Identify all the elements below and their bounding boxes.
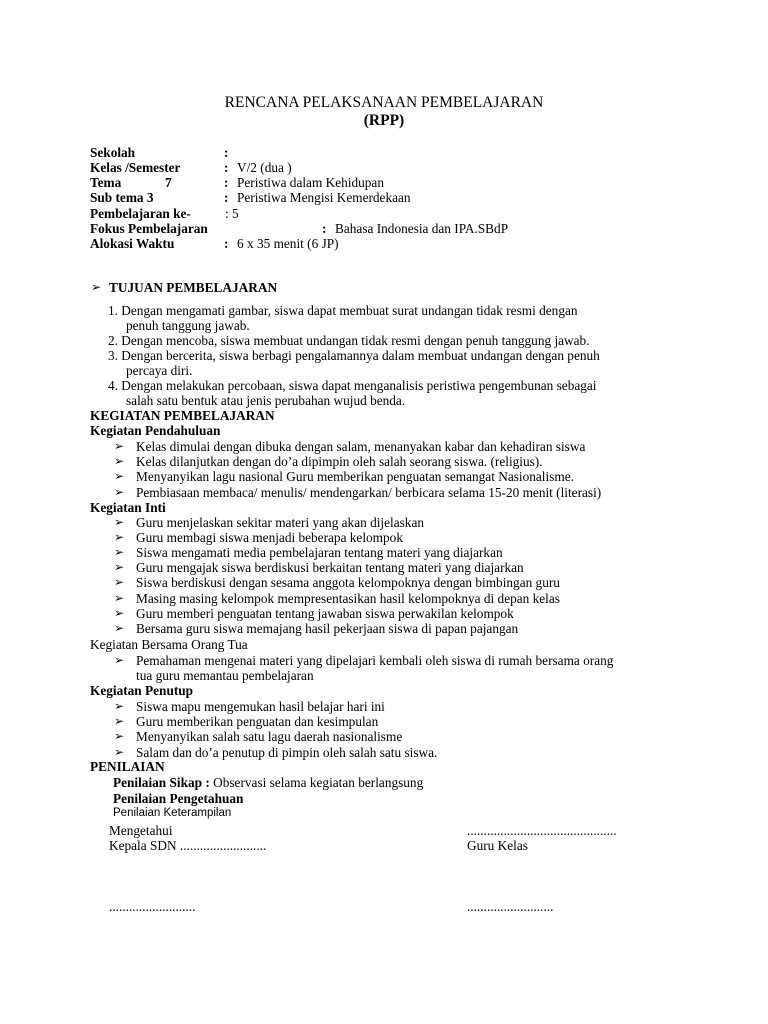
penilaian-heading: PENILAIAN bbox=[90, 759, 165, 774]
list-item: Guru memberikan penguatan dan kesimpulan bbox=[136, 714, 379, 729]
tujuan-item-4-line-1: 4. Dengan melakukan percobaan, siswa dapat menganalisis peristiwa pengembunan sebagai bbox=[108, 378, 597, 393]
arrow-bullet-icon: ➢ bbox=[114, 729, 125, 743]
fokus-label: Fokus Pembelajaran bbox=[90, 221, 208, 236]
tujuan-item-3-line-1: 3. Dengan bercerita, siswa berbagi pengalamannya dalam membuat undangan dengan penuh bbox=[108, 348, 600, 363]
penilaian-keterampilan: Penilaian Keterampilan bbox=[113, 807, 232, 819]
list-item: Menyanyikan salah satu lagu daerah nasionalisme bbox=[136, 729, 403, 744]
list-item: Guru memberi penguatan tentang jawaban siswa perwakilan kelompok bbox=[136, 606, 514, 621]
list-item: Siswa berdiskusi dengan sesama anggota kelompoknya dengan bimbingan guru bbox=[136, 575, 560, 590]
penilaian-pengetahuan: Penilaian Pengetahuan bbox=[113, 791, 244, 806]
kelas-sep: : bbox=[224, 160, 229, 175]
list-item: Pembiasaan membaca/ menulis/ mendengarkan/ berbicara selama 15-20 menit (literasi) bbox=[136, 485, 602, 500]
arrow-bullet-icon: ➢ bbox=[114, 485, 125, 499]
list-item: Siswa mengamati media pembelajaran tentang materi yang diajarkan bbox=[136, 545, 503, 560]
alokasi-sep: : bbox=[224, 236, 229, 251]
list-item: Masing masing kelompok mempresentasikan hasil kelompoknya di depan kelas bbox=[136, 591, 560, 606]
orang-tua-item-line-2: tua guru memantau pembelajaran bbox=[136, 668, 314, 683]
penilaian-sikap-label: Penilaian Sikap : bbox=[113, 775, 210, 790]
tema-label: Tema bbox=[90, 175, 122, 190]
alokasi-value: 6 x 35 menit (6 JP) bbox=[237, 236, 339, 251]
list-item: Guru membagi siswa menjadi beberapa kelompok bbox=[136, 530, 403, 545]
list-item: Guru menjelaskan sekitar materi yang akan dijelaskan bbox=[136, 515, 424, 530]
list-item: Salam dan do’a penutup di pimpin oleh salah satu siswa. bbox=[136, 745, 438, 760]
kegiatan-heading: KEGIATAN PEMBELAJARAN bbox=[90, 408, 275, 423]
tema-number: 7 bbox=[165, 175, 172, 190]
arrow-bullet-icon: ➢ bbox=[114, 591, 125, 605]
arrow-bullet-icon: ➢ bbox=[114, 575, 125, 589]
tujuan-item-1-line-2: penuh tanggung jawab. bbox=[126, 318, 250, 333]
pendahuluan-heading: Kegiatan Pendahuluan bbox=[90, 423, 221, 438]
tujuan-item-3-line-2: percaya diri. bbox=[126, 363, 193, 378]
list-item: Siswa mapu mengemukan hasil belajar hari ini bbox=[136, 699, 385, 714]
list-item: Kelas dimulai dengan dibuka dengan salam, menanyakan kabar dan kehadiran siswa bbox=[136, 439, 586, 454]
list-item: Guru mengajak siswa berdiskusi berkaitan tentang materi yang diajarkan bbox=[136, 560, 524, 575]
arrow-bullet-icon: ➢ bbox=[91, 280, 102, 294]
list-item: Menyanyikan lagu nasional Guru memberikan penguatan semangat Nasionalisme. bbox=[136, 469, 574, 484]
arrow-bullet-icon: ➢ bbox=[114, 653, 125, 667]
penilaian-sikap-value: Observasi selama kegiatan berlangsung bbox=[209, 775, 424, 790]
arrow-bullet-icon: ➢ bbox=[114, 745, 125, 759]
signature-left-title: Kepala SDN .......................... bbox=[109, 838, 267, 853]
signature-left-name: .......................... bbox=[109, 899, 196, 914]
penilaian-sikap bbox=[113, 775, 423, 790]
document-title: RENCANA PELAKSANAAN PEMBELAJARAN bbox=[224, 94, 544, 111]
pembelajaran-label: Pembelajaran ke- bbox=[90, 206, 191, 221]
tema-value: Peristiwa dalam Kehidupan bbox=[237, 175, 384, 190]
signature-right-date: ............................................. bbox=[467, 823, 617, 838]
arrow-bullet-icon: ➢ bbox=[114, 699, 125, 713]
fokus-sep: : bbox=[322, 221, 327, 236]
penutup-heading: Kegiatan Penutup bbox=[90, 683, 194, 698]
tujuan-item-2: 2. Dengan mencoba, siswa membuat undangan tidak resmi dengan penuh tanggung jawab. bbox=[108, 333, 590, 348]
arrow-bullet-icon: ➢ bbox=[114, 469, 125, 483]
arrow-bullet-icon: ➢ bbox=[114, 621, 125, 635]
inti-heading: Kegiatan Inti bbox=[90, 500, 166, 515]
sekolah-label: Sekolah bbox=[90, 145, 136, 160]
kelas-value: V/2 (dua ) bbox=[237, 160, 292, 175]
sekolah-sep: : bbox=[224, 145, 229, 160]
document-subtitle: (RPP) bbox=[363, 112, 405, 129]
subtema-sep: : bbox=[224, 190, 229, 205]
pembelajaran-value: : 5 bbox=[225, 206, 239, 221]
arrow-bullet-icon: ➢ bbox=[114, 560, 125, 574]
subtema-value: Peristiwa Mengisi Kemerdekaan bbox=[237, 190, 411, 205]
arrow-bullet-icon: ➢ bbox=[114, 606, 125, 620]
arrow-bullet-icon: ➢ bbox=[114, 454, 125, 468]
arrow-bullet-icon: ➢ bbox=[114, 439, 125, 453]
tujuan-item-1-line-1: 1. Dengan mengamati gambar, siswa dapat membuat surat undangan tidak resmi dengan bbox=[108, 303, 578, 318]
signature-right-title: Guru Kelas bbox=[467, 838, 528, 853]
arrow-bullet-icon: ➢ bbox=[114, 714, 125, 728]
subtema-label: Sub tema 3 bbox=[90, 190, 154, 205]
kelas-label: Kelas /Semester bbox=[90, 160, 181, 175]
signature-right-name: .......................... bbox=[467, 899, 554, 914]
arrow-bullet-icon: ➢ bbox=[114, 530, 125, 544]
orang-tua-item-line-1: Pemahaman mengenai materi yang dipelajari kembali oleh siswa di rumah bersama orang bbox=[136, 653, 614, 668]
tujuan-heading: TUJUAN PEMBELAJARAN bbox=[109, 280, 278, 295]
arrow-bullet-icon: ➢ bbox=[114, 545, 125, 559]
alokasi-label: Alokasi Waktu bbox=[90, 236, 175, 251]
orang-tua-heading: Kegiatan Bersama Orang Tua bbox=[90, 637, 248, 652]
signature-left-label: Mengetahui bbox=[109, 823, 173, 838]
fokus-value: Bahasa Indonesia dan IPA.SBdP bbox=[335, 221, 509, 236]
tujuan-item-4-line-2: salah satu bentuk atau jenis perubahan wujud benda. bbox=[126, 393, 406, 408]
list-item: Bersama guru siswa memajang hasil pekerjaan siswa di papan pajangan bbox=[136, 621, 519, 636]
arrow-bullet-icon: ➢ bbox=[114, 515, 125, 529]
tema-sep: : bbox=[224, 175, 229, 190]
list-item: Kelas dilanjutkan dengan do’a dipimpin oleh salah seorang siswa. (religius). bbox=[136, 454, 543, 469]
